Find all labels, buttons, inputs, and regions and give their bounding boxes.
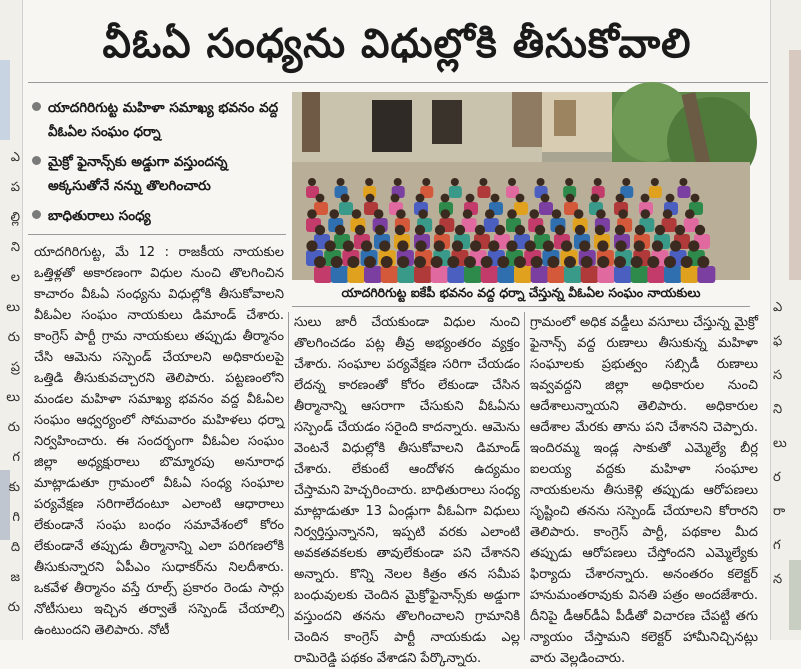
crowd-person-head	[681, 256, 693, 268]
crowd-person-head	[507, 209, 517, 219]
highlight-text: యాదగిరిగుట్ట మహిళా సమాఖ్య భవనం వద్ద వీఓఏల సంఘం ధర్నా	[48, 100, 279, 140]
crowd-person-head	[666, 194, 675, 203]
crowd-person	[564, 266, 582, 283]
crowd-person-head	[618, 209, 628, 219]
adjacent-text-fragment: ఫ	[773, 334, 783, 349]
crowd-person-head	[652, 240, 663, 251]
crowd-person	[347, 266, 365, 283]
crowd-person-head	[352, 209, 362, 219]
crowd-person-head	[561, 240, 572, 251]
crowd-person-head	[647, 256, 659, 268]
crowd-person-head	[315, 225, 325, 235]
crowd-person-head	[531, 256, 543, 268]
crowd-person-head	[514, 256, 526, 268]
crowd-person-head	[416, 194, 425, 203]
crowd-person-head	[616, 194, 625, 203]
crowd-person	[314, 266, 332, 283]
adjacent-text-fragment: ప్ర	[10, 360, 20, 375]
highlight-item	[32, 204, 287, 230]
adjacent-text-fragment: ల్లి	[10, 210, 20, 225]
crowd-person	[381, 266, 399, 283]
crowd-person	[681, 266, 699, 283]
crowd-person-head	[497, 256, 509, 268]
crowd-person-head	[466, 194, 475, 203]
crowd-person-head	[655, 225, 665, 235]
crowd-person-head	[670, 240, 681, 251]
crowd-person-head	[622, 178, 630, 186]
crowd-person-head	[396, 209, 406, 219]
highlight-text: మైక్రో ఫైనాన్స్‌కు అడ్డుగా వస్తుందన్న అక్కసుతోనే నన్ను తొలగించారు	[48, 154, 228, 194]
crowd-person	[664, 266, 682, 283]
crowd-person	[677, 186, 690, 198]
crowd-person-head	[308, 178, 316, 186]
crowd-person-head	[397, 240, 408, 251]
crowd-person-head	[525, 240, 536, 251]
crowd-person-head	[331, 256, 343, 268]
crowd-person	[397, 266, 415, 283]
adjacent-text-fragment: రు	[7, 420, 20, 435]
crowd-person	[447, 266, 465, 283]
crowd-person-head	[415, 240, 426, 251]
crowd-person-head	[516, 194, 525, 203]
crowd-person	[481, 266, 499, 283]
adjacent-photo-strip	[789, 560, 801, 630]
adjacent-text-fragment: ప	[10, 180, 20, 195]
crowd-person-head	[375, 225, 385, 235]
crowd-person-head	[414, 256, 426, 268]
highlight-text: బాధితురాలు సంధ్య	[48, 208, 151, 224]
bullet-icon	[32, 210, 41, 219]
crowd-person-head	[307, 209, 317, 219]
crowd-person-head	[543, 240, 554, 251]
crowd-person	[464, 266, 482, 283]
crowd-person-head	[364, 256, 376, 268]
crowd-person-head	[451, 178, 459, 186]
crowd-person-head	[329, 209, 339, 219]
adjacent-text-fragment: రా	[773, 504, 786, 519]
crowd-person-head	[485, 209, 495, 219]
crowd-person	[539, 202, 553, 215]
crowd-person-head	[566, 194, 575, 203]
crowd-person	[477, 186, 490, 198]
article-column-1: యాదగిరిగుట్ట, మే 12 : రాజకీయ నాయకుల ఒత్తిళ్లతో అకారణంగా విధుల నుంచి తొలగించిన కాచారం వీఓఏ సంధ్యను విధుల్లోకి తీసుకోవాలని వీఓఏల సంఘం నాయకులు డిమాండ్‌ చేశారు. కాంగ్రెస్‌ పార్టీ గ్రామ నాయకులు తప్పుడు తీర్మానం చేసి ఆమెను సస్పెండ్‌ చేయాలని అధికారులపై ఒత్తిడి తీసుకువచ్చారని తెలిపారు. పట్టణంలోని మండల మహిళా సమాఖ్య భవనం వద్ద వీఓఏల సంఘం ఆధ్వర్యంలో సోమవారం మహిళలు ధర్నా నిర్వహించారు. ఈ సందర్భంగా వీఓఏల సంఘం జిల్లా అధ్యక్షురాలు బొమ్మారపు అనూరాధ మాట్లాడుతూ గ్రామంలో వీఓఏ సంధ్య సంఘాల పర్యవేక్షణ సరిగాలేదంటూ ఎలాంటి ఆధారాలు లేకుండానే సంఘ బంధం సమావేశంలో కోరం లేకుండానే తప్పుడు తీర్మానాన్ని ఎలా పరిగణలోకి తీసుకున్నారని ఏపీఎం సుధాకర్‌ను నిలదీశారు. ఒకవేళ తీర్మానం వస్తే రూల్స్‌ ప్రకారం రెండు సార్లు నోటీసులు ఇచ్చిన తర్వాతే సస్పెండ్‌ చేయాల్సి ఉంటుందని తెలిపారు. నోటీ	[34, 245, 284, 638]
crowd-person-head	[594, 178, 602, 186]
crowd-person-head	[574, 209, 584, 219]
crowd-person-head	[422, 178, 430, 186]
crowd-person-head	[579, 240, 590, 251]
crowd-person-head	[675, 225, 685, 235]
adjacent-page-right	[770, 0, 801, 640]
crowd-person	[431, 266, 449, 283]
adjacent-text-fragment: ల	[10, 270, 20, 285]
crowd-person-head	[394, 178, 402, 186]
dharna-photo-illustration	[292, 92, 750, 280]
crowd-person-head	[685, 209, 695, 219]
crowd-person-head	[441, 209, 451, 219]
crowd-person-head	[337, 178, 345, 186]
crowd-person-head	[547, 256, 559, 268]
crowd-person-head	[634, 240, 645, 251]
crowd-person-head	[306, 240, 317, 251]
crowd-person-head	[491, 194, 500, 203]
highlight-item	[32, 150, 287, 200]
crowd-person	[597, 266, 615, 283]
bullet-icon	[32, 156, 41, 165]
adjacent-text-fragment: స	[773, 368, 783, 383]
crowd-person-head	[455, 225, 465, 235]
crowd-person-head	[379, 240, 390, 251]
adjacent-text-fragment: ఎ	[10, 150, 20, 165]
crowd-person-head	[688, 240, 699, 251]
crowd-person-head	[447, 256, 459, 268]
crowd-person-head	[488, 240, 499, 251]
crowd-person-head	[506, 240, 517, 251]
caption-rule	[292, 306, 750, 307]
crowd-person	[414, 266, 432, 283]
crowd-person-head	[651, 178, 659, 186]
crowd-person-head	[316, 194, 325, 203]
crowd-person-head	[435, 225, 445, 235]
crowd-person-head	[515, 225, 525, 235]
crowd-person-head	[395, 225, 405, 235]
crowd-person	[631, 266, 649, 283]
crowd-person-head	[541, 194, 550, 203]
crowd-person	[531, 266, 549, 283]
adjacent-page-left	[0, 0, 23, 640]
crowd-person-head	[415, 225, 425, 235]
crowd-person-head	[664, 256, 676, 268]
crowd-person	[514, 266, 532, 283]
crowd-person	[339, 202, 353, 215]
crowd-person	[497, 266, 515, 283]
crowd-person-head	[575, 225, 585, 235]
headline: వీఓఏ సంధ్యను విధుల్లోకి తీసుకోవాలి	[102, 21, 692, 67]
adjacent-photo-strip	[0, 60, 10, 140]
column-rule	[524, 312, 525, 640]
crowd-person-head	[529, 209, 539, 219]
crowd-person-head	[508, 178, 516, 186]
adjacent-text-fragment: గ	[12, 450, 20, 465]
crowd-person	[449, 186, 462, 198]
adjacent-text-fragment: ని	[10, 240, 20, 255]
crowd-person-head	[565, 178, 573, 186]
adjacent-text-fragment: రు	[7, 600, 20, 615]
adjacent-text-fragment: ఎ	[773, 300, 783, 315]
adjacent-text-fragment: లు	[6, 390, 20, 405]
crowd-person-head	[366, 194, 375, 203]
crowd-person-head	[614, 256, 626, 268]
crowd-person-head	[325, 240, 336, 251]
crowd-person-head	[555, 225, 565, 235]
adjacent-text-fragment: ది	[10, 540, 20, 555]
adjacent-text-fragment: లు	[6, 300, 20, 315]
crowd-person-head	[564, 256, 576, 268]
article-column-2: సులు జారీ చేయకుండా విధుల నుంచి తొలగించడం పట్ల తీవ్ర అభ్యంతరం వ్యక్తం చేశారు. సంఘాల పర్యవేక్షణ సరిగా చేయడం లేదన్న కారణంతో కోరం లేకుండా చేసిన తీర్మానాన్ని ఆసరాగా చేసుకుని వీఓఏను సస్పెండ్‌ చేయడం సరైంది కాదన్నారు. ఆమెను వెంటనే విధుల్లోకి తీసుకోవాలని డిమాండ్‌ చేశారు. లేకుంటే ఆందోళన ఉద్యమం చేస్తామని హెచ్చరించారు. బాధితురాలు సంధ్య మాట్లాడుతూ 13 ఏండ్లుగా వీఓఏగా విధులు నిర్వర్తిస్తున్నానని, ఇప్పటి వరకు ఎలాంటి అవకతవకలకు తావులేకుండా పని చేశానని అన్నారు. కొన్ని నెలల కిత్రం తన సమీప బంధువులకు చెందిన మైక్రోఫైనాన్స్‌కు అడ్డుగా వస్తుందని తనను తొలగించాలని గ్రామానికి చెందిన కాంగ్రెస్‌ పార్టీ నాయకుడు ఎల్ల రామిరెడ్డి పథకం వేశాడని పేర్కొన్నారు.	[294, 315, 520, 666]
adjacent-text-fragment: లు	[773, 436, 787, 451]
crowd-person-head	[341, 194, 350, 203]
crowd-person-head	[495, 225, 505, 235]
crowd-person-head	[697, 256, 709, 268]
bullet-icon	[32, 102, 41, 111]
crowd-person	[647, 266, 665, 283]
crowd-person-head	[641, 209, 651, 219]
crowd-person-head	[615, 240, 626, 251]
crowd-person-head	[314, 256, 326, 268]
highlight-item	[32, 96, 287, 146]
crowd-person-head	[441, 194, 450, 203]
crowd-person-head	[691, 194, 700, 203]
crowd-person-head	[631, 256, 643, 268]
adjacent-text-fragment: న	[773, 572, 783, 587]
crowd-person	[614, 266, 632, 283]
crowd-person-head	[596, 209, 606, 219]
crowd-person	[331, 266, 349, 283]
crowd-person	[697, 266, 715, 283]
crowd-person-head	[361, 240, 372, 251]
crowd-person-head	[641, 194, 650, 203]
crowd-person-head	[374, 209, 384, 219]
crowd-person	[581, 266, 599, 283]
crowd-person-head	[695, 225, 705, 235]
crowd-person-head	[464, 256, 476, 268]
crowd-person-head	[343, 240, 354, 251]
news-photo	[292, 92, 750, 280]
adjacent-photo-strip	[789, 50, 801, 280]
crowd-person-head	[581, 256, 593, 268]
crowd-person-head	[418, 209, 428, 219]
crowd-person	[547, 266, 565, 283]
crowd-person-head	[663, 209, 673, 219]
crowd-person-head	[434, 240, 445, 251]
crowd-person-head	[591, 194, 600, 203]
adjacent-text-fragment: గి	[12, 510, 20, 525]
crowd-person	[649, 186, 662, 198]
crowd-person-head	[475, 225, 485, 235]
article-column-3: గ్రామంలో అధిక వడ్డీలు వసూలు చేస్తున్న మైక్రో ఫైనాన్స్‌ వద్ద రుణాలు తీసుకున్న మహిళా సంఘాలకు ప్రభుత్వం సబ్సిడీ రుణాలు ఇవ్వవద్దని జిల్లా అధికారుల నుంచి ఆదేశాలున్నాయని తెలిపారు. అధికారుల ఆదేశాల మేరకు తాను పని చేశానని చెప్పారు. ఇందిరమ్మ ఇండ్ల సాకుతో ఎమ్మెల్యే బీర్ల ఐలయ్య వద్దకు మహిళా సంఘాల నాయకులను తీసుకెళ్లి తప్పుడు ఆరోపణలు సృష్టించి తనను సస్పెండ్‌ చేయాలని కోరారని తెలిపారు. కాంగ్రెస్‌ పార్టీ, పథకాల మీద తప్పుడు ఆరోపణలు చేస్తోందని ఎమ్మెల్యేకు ఫిర్యాదు చేశారన్నారు. అనంతరం కలెక్టర్‌ హనుమంతరావుకు వినతి పత్రం అందజేశారు. దీనిపై డీఆర్‌డీఏ పీడీతో విచారణ చేపట్టి తగు న్యాయం చేస్తామని కలెక్టర్‌ హామీనిచ్చినట్లు వారు వెల్లడించారు.	[530, 315, 758, 666]
crowd-person-head	[535, 225, 545, 235]
crowd-person-head	[365, 178, 373, 186]
crowd-person-head	[397, 256, 409, 268]
crowd-person-head	[597, 256, 609, 268]
crowd-person-head	[335, 225, 345, 235]
crowd-person-head	[355, 225, 365, 235]
crowd-person-head	[552, 209, 562, 219]
adjacent-text-fragment: కు	[8, 480, 20, 495]
photo-caption: యాదగిరిగుట్ట ఐకేపీ భవనం వద్ద ధర్నా చేస్తున్న వీఓఏల సంఘం నాయకులు	[341, 285, 701, 300]
adjacent-text-fragment: ని	[773, 402, 783, 417]
crowd-person-head	[537, 178, 545, 186]
highlights-rule	[28, 234, 286, 235]
crowd-person-head	[679, 178, 687, 186]
crowd-person	[364, 266, 382, 283]
adjacent-text-fragment: ర	[773, 470, 781, 485]
crowd-person-head	[479, 178, 487, 186]
crowd-person-head	[381, 256, 393, 268]
adjacent-text-fragment: జ	[10, 570, 20, 585]
crowd-person-head	[470, 240, 481, 251]
crowd-person-head	[635, 225, 645, 235]
crowd-person-head	[391, 194, 400, 203]
crowd-person-head	[347, 256, 359, 268]
crowd-person-head	[595, 225, 605, 235]
crowd-person-head	[615, 225, 625, 235]
adjacent-text-fragment: రు	[7, 330, 20, 345]
crowd-person-head	[431, 256, 443, 268]
crowd-person-head	[463, 209, 473, 219]
adjacent-text-fragment: గ	[773, 538, 781, 553]
column-rule	[288, 312, 289, 640]
crowd-person-head	[481, 256, 493, 268]
crowd-person-head	[452, 240, 463, 251]
crowd-person-head	[597, 240, 608, 251]
